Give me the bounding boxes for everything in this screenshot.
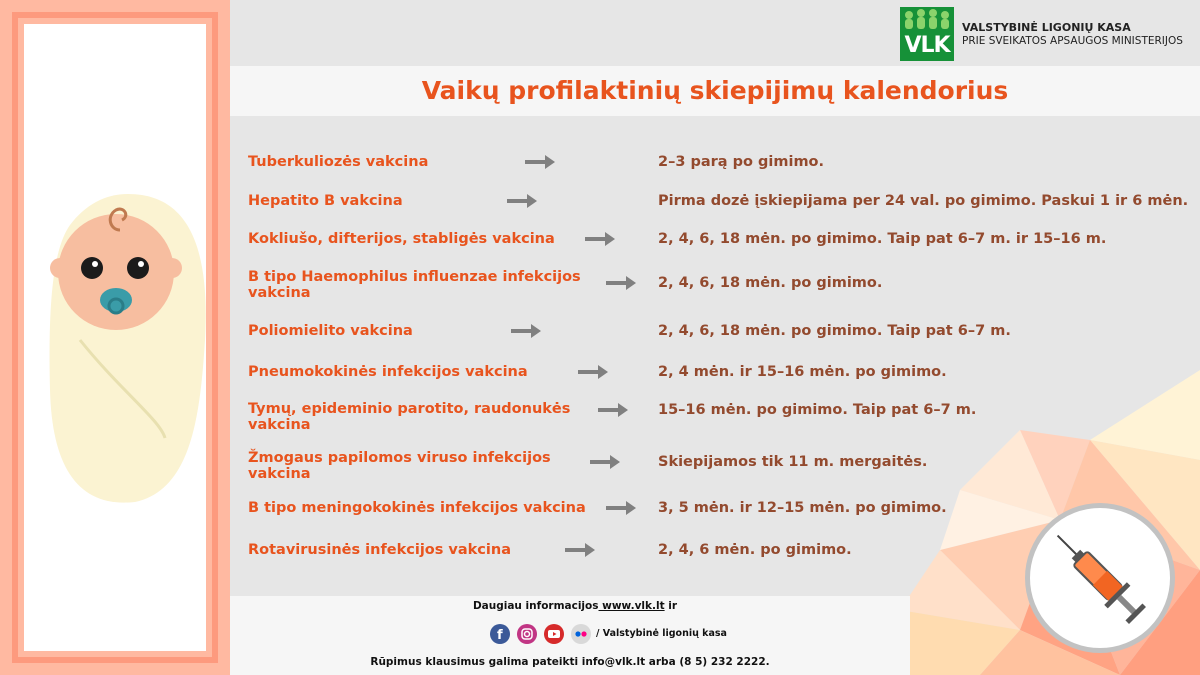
more-info-suffix: ir [664,600,678,612]
svg-text:f: f [497,628,503,643]
vaccine-schedule: 2, 4, 6, 18 mėn. po gimimo. Taip pat 6–7 m. [658,323,1011,339]
social-label: / Valstybinė ligonių kasa [596,628,727,639]
arrow-right-icon [511,324,541,338]
page-title: Vaikų profilaktinių skiepijimų kalendorius [421,76,1009,105]
arrow-right-icon [507,194,537,208]
vaccine-name-line: B tipo Haemophilus influenzae infekcijos [248,269,581,285]
facebook-icon[interactable] [490,624,510,644]
vaccine-schedule: 2, 4, 6, 18 mėn. po gimimo. [658,275,883,291]
org-subtitle: PRIE SVEIKATOS APSAUGOS MINISTERIJOS [962,35,1183,47]
vaccine-schedule: 2, 4, 6 mėn. po gimimo. [658,542,852,558]
vaccine-name [248,401,598,433]
vaccine-row [0,152,1200,192]
youtube-icon[interactable] [544,624,564,644]
vaccine-schedule: 3, 5 mėn. ir 12–15 mėn. po gimimo. [658,500,947,516]
vaccine-row [0,498,1200,538]
vaccine-schedule: Pirma dozė įskiepijama per 24 val. po gimimo. Paskui 1 ir 6 mėn. [658,193,1189,209]
org-name: VALSTYBINĖ LIGONIŲ KASA [962,21,1131,34]
arrow-right-icon [598,403,628,417]
vaccine-row [0,191,1200,231]
vaccine-row [0,540,1200,580]
vaccine-schedule: 2, 4 mėn. ir 15–16 mėn. po gimimo. [658,364,947,380]
vaccine-name: B tipo meningokokinės infekcijos vakcina [248,500,586,516]
vaccine-name: Kokliušo, difterijos, stabligės vakcina [248,231,555,247]
vaccine-name-line: vakcina [248,466,311,482]
arrow-right-icon [565,543,595,557]
vaccine-name-line: Tymų, epideminio parotito, raudonukės [248,401,571,417]
instagram-icon[interactable] [517,624,537,644]
vaccine-name-line: vakcina [248,285,311,301]
arrow-right-icon [606,501,636,515]
title-bar [230,66,1200,116]
arrow-right-icon [585,232,615,246]
arrow-right-icon [578,365,608,379]
vaccine-name-line: Žmogaus papilomos viruso infekcijos [248,450,551,466]
more-info-prefix: Daugiau informacijos [472,600,599,612]
contact-line: Rūpimus klausimus galima pateikti info@vlk.lt arba (8 5) 232 2222. [370,656,770,668]
vaccine-schedule: 2, 4, 6, 18 mėn. po gimimo. Taip pat 6–7 m. ir 15–16 m. [658,231,1107,247]
vaccine-name-line: vakcina [248,417,311,433]
logo-text: VLK [904,33,950,58]
arrow-right-icon [606,276,636,290]
vaccine-name: Hepatito B vakcina [248,193,403,209]
vaccine-row [0,362,1200,402]
vaccine-name: Tuberkuliozės vakcina [248,154,429,170]
vaccine-schedule: 15–16 mėn. po gimimo. Taip pat 6–7 m. [658,402,977,418]
vlk-website-link[interactable]: www.vlk.lt [598,600,665,612]
vaccine-row [0,401,1200,441]
flickr-icon[interactable] [571,624,591,644]
vaccine-schedule: 2–3 parą po gimimo. [658,154,825,170]
footer [230,596,910,675]
vaccine-name [248,269,598,301]
vaccine-row [0,229,1200,269]
vaccine-name: Pneumokokinės infekcijos vakcina [248,364,528,380]
vaccine-row [0,269,1200,309]
vaccine-row [0,321,1200,361]
arrow-right-icon [525,155,555,169]
more-info-line [230,600,920,612]
arrow-right-icon [590,455,620,469]
vaccine-name: Rotavirusinės infekcijos vakcina [248,542,511,558]
vaccine-row [0,450,1200,490]
vaccine-name [248,450,598,482]
vaccine-name: Poliomielito vakcina [248,323,413,339]
vaccine-schedule: Skiepijamos tik 11 m. mergaitės. [658,454,928,470]
